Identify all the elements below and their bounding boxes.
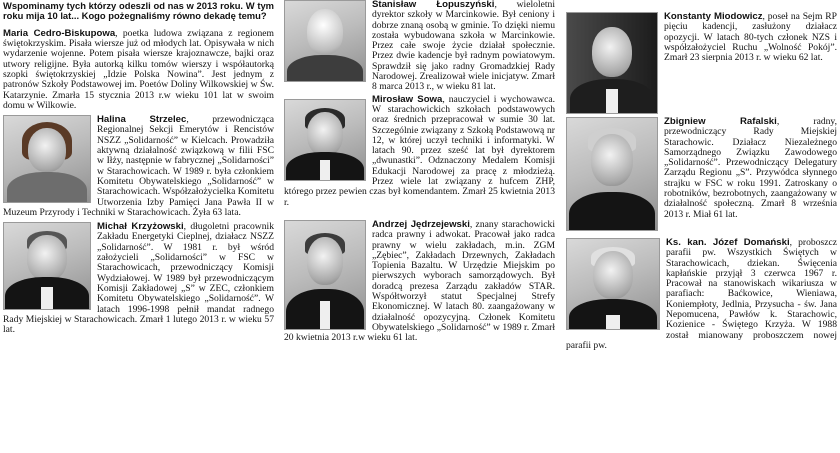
person-name: Andrzej Jędrzejewski: [372, 218, 470, 230]
person-bio: , nauczyciel i wychowawca. W starachowickich szkołach podstawowych oraz średnich przepracował w sumie 30 lat. Szczególnie związany z Szkołą Podstawową nr 12, w której uczył techniki i informatyki. W latach 90. przez sześć lat był dyrektorem „dwunastki”. Odznaczony Medalem Komisji Edukacji Narodowej za pracę z młodzieżą. Przez wiele lat związany z hufcem ZHP, którego przez pewien czas był komendantem. Zmarł 25 kwietnia 2013 r.: [284, 93, 555, 208]
obituary-entry: [284, 0, 555, 93]
portrait-photo: [284, 220, 366, 330]
person-bio: , wieloletni dyrektor szkoły w Marcinkowie. Był ceniony i dobrze znaną osobą w gminie. To dzięki niemu została wybudowana szkoła w Marcinkowie. Przez całe swoje życie działał społecznie. Przez dwie kadencje był radnym powiatowym. Sprawdził się jako radny Gromadzkiej Rady Narodowej. Zrealizował wiele inicjatyw. Zmarł 8 marca 2013 r., w wieku 81 lat.: [372, 0, 555, 93]
intro-heading: Wspominamy tych którzy odeszli od nas w 2013 roku. W tym roku mija 10 lat... Kogo pożegnaliśmy równo dekadę temu?: [3, 0, 274, 22]
obituary-entry: [566, 238, 837, 351]
obituary-entry: [284, 95, 555, 208]
person-bio: , znany starachowicki radca prawny i adwokat. Pracował jako radca prawny w wielu zakładach, m.in. ZGM „Zębiec”, Zakładach Drzewnych, Zakładach Topienia Bazaltu. W Urzędzie Miejskim po pierwszych wyborach samorządowych. Był doradcą prezesa Zarządu zakładów STAR. Współtworzył statut Specjalnej Strefy Ekonomicznej. W latach 80. zaangażowany w działalność opozycyjną. Członek Komitetu Obywatelskiego „Solidarność” w 1989 r. Zmarł 20 kwietnia 2013 r.w wieku 61 lat.: [284, 218, 555, 344]
portrait-photo: [3, 115, 91, 203]
person-bio: , przewodnicząca Regionalnej Sekcji Emerytów i Rencistów NSZZ „Solidarność” w Kielcach. Prowadziła aktywną działalność związkową w filii FSC w Iłży, następnie w fabrycznej „Solidarności” w Starachowicach. W 1989 r. była członkiem Komitetu Obywatelskiego „Solidarność” w Starachowicach. Współzałożycielka Komitetu Utworzenia Izby Pamięci Jana Pawła II w Muzeum Przyrody i Techniki w Starachowicach. Żyła 63 lata.: [3, 114, 274, 218]
person-bio: , poetka ludowa związana z regionem świętokrzyskim. Pisała wiersze już od młodych lat. Opisywała w nich wydarzenie wojenne. Potem pisała wiersze krajoznawcze, bajki oraz utwory religijne. Była autorką kilku tomów wierszy i współautorką szopki świętokrzyskiej „Idzie Polska Nowina”. Jest jednym z patronów Szkoły Podstawowej im. Poetów Doliny Wilkowskiej w Św. Katarzynie. Zmarła 15 stycznia 2013 r.w wieku 101 lat w swoim domu w Wilkowie.: [3, 27, 274, 111]
person-name: Halina Strzelec: [97, 114, 187, 126]
obituary-entry: [3, 115, 274, 218]
person-bio: , długoletni pracownik Zakładu Energetyki Cieplnej, działacz NSZZ „Solidarność”. W 1981 r. był wśród założycieli „Solidarności” w FSC w Starachowicach, przewodniczący Komisji Wydziałowej. W 1989 był przewodniczącym Komisji Zakładowej „S” w ZEC, członkiem Komitetu Obywatelskiego „Solidarność”. W latach 1996-1998 pełnił mandat radnego Rady Miejskiej w Starachowicach. Zmarł 1 lutego 2013 r. w wieku 57 lat.: [3, 221, 274, 336]
column-1: [3, 0, 274, 335]
person-name: Michał Krzyżowski: [97, 221, 184, 233]
column-2: [284, 0, 555, 344]
person-name: Maria Cedro-Biskupowa: [3, 27, 116, 39]
person-name: Ks. kan. Józef Domański: [666, 236, 790, 248]
column-3: [566, 0, 837, 351]
obituary-entry: [566, 12, 837, 63]
person-name: Mirosław Sowa: [372, 93, 443, 105]
person-name: Zbigniew Rafalski: [664, 116, 777, 127]
person-name: Stanisław Łopuszyński: [372, 0, 495, 10]
person-bio: , poseł na Sejm RP pięciu kadencji, zasłużony działacz opozycji. W latach 80-tych członek NZS i współzałożyciel Ruchu „Wolność Pokój”. Zmarł 23 sierpnia 2013 r. w wieku 62 lat.: [664, 11, 837, 64]
obituary-entry: [3, 29, 274, 111]
portrait-photo: [566, 12, 658, 114]
obituary-entry: [284, 220, 555, 344]
portrait-photo: [284, 99, 366, 181]
portrait-photo: [3, 222, 91, 310]
portrait-photo: [284, 0, 366, 82]
person-bio: , radny, przewodniczący Rady Miejskiej Starachowic. Działacz Niezależnego Samorządnego Związku Zawodowego „Solidarność”. Przewodniczący Delegatury Zarządu Regionu „S”. Przywódca słynnego strajku w FSC w roku 1991. Zatroskany o robotników, bezrobotnych, zaangażowany w działalność społeczną. Zmarł 8 września 2013 r. Miał 61 lat.: [664, 116, 837, 220]
person-name: Konstanty Miodowicz: [664, 11, 763, 22]
person-bio: , proboszcz parafii pw. Wszystkich Świętych w Starachowicach, dziekan. Święcenia kapłańskie przyjął 3 czerwca 1967 r. Pracował na stanowiskach wikariusza w parafiach: Baćkowice, Wieniawa, Koniempłoty, Jedlnia, Przysucha - św. Jana Nepomucena, Pawłów k. Starachowic, Kozienice - Świętego Krzyża. W 1988 został mianowany proboszczem nowej parafii pw.: [566, 236, 837, 351]
obituary-entry: [566, 117, 837, 220]
obituary-entry: [3, 222, 274, 335]
portrait-photo: [566, 117, 658, 231]
portrait-photo: [566, 238, 660, 330]
